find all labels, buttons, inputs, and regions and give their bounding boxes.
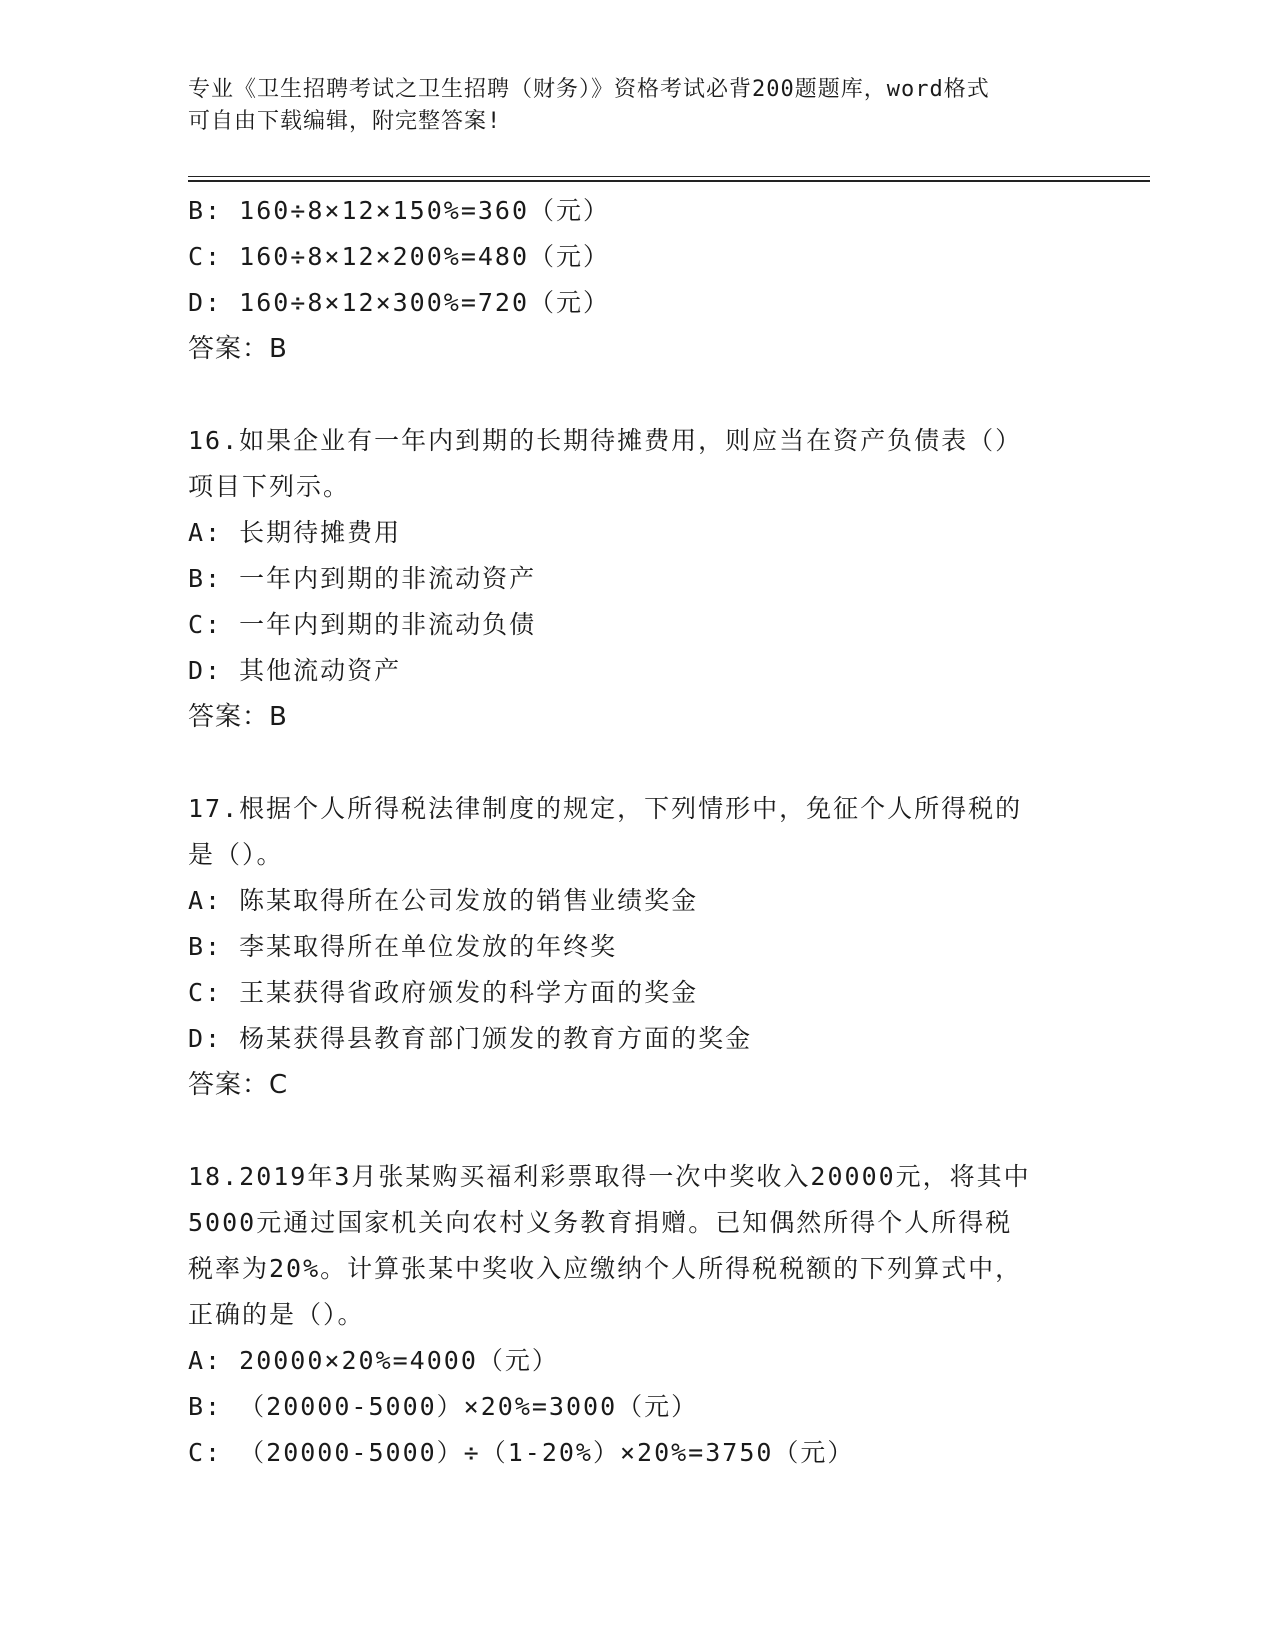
option-b: B: 160÷8×12×150%=360（元） (188, 196, 611, 225)
option-b: B: 李某取得所在单位发放的年终奖 (188, 932, 618, 961)
option-d: D: 杨某获得县教育部门颁发的教育方面的奖金 (188, 1024, 753, 1053)
question-stem: 18.2019年3月张某购买福利彩票取得一次中奖收入20000元，将其中 (188, 1162, 1031, 1191)
question-stem-continued: 项目下列示。 (188, 472, 351, 501)
option-c: C: 一年内到期的非流动负债 (188, 610, 537, 639)
answer-line: 答案：C (188, 1070, 289, 1100)
answer-line: 答案：B (188, 334, 288, 364)
question-16 (188, 418, 1088, 740)
answer-line: 答案：B (188, 702, 288, 732)
question-15-tail (188, 188, 1088, 372)
question-stem-continued: 5000元通过国家机关向农村义务教育捐赠。已知偶然所得个人所得税 (188, 1208, 1013, 1237)
option-a: A: 20000×20%=4000（元） (188, 1346, 559, 1375)
question-stem-continued: 税率为20%。计算张某中奖收入应缴纳个人所得税税额的下列算式中， (188, 1254, 1023, 1283)
question-stem-continued: 正确的是（）。 (188, 1300, 365, 1329)
question-stem: 16.如果企业有一年内到期的长期待摊费用，则应当在资产负债表（） (188, 426, 1023, 455)
header-line-2: 可自由下载编辑，附完整答案! (188, 109, 502, 134)
option-c: C: 王某获得省政府颁发的科学方面的奖金 (188, 978, 699, 1007)
option-c: C: （20000-5000）÷（1-20%）×20%=3750（元） (188, 1438, 855, 1467)
document-body (188, 188, 1088, 1476)
question-stem-continued: 是（）。 (188, 840, 284, 869)
option-a: A: 长期待摊费用 (188, 518, 402, 547)
question-17 (188, 786, 1088, 1108)
header-line-1: 专业《卫生招聘考试之卫生招聘（财务）》资格考试必背200题题库，word格式 (188, 77, 990, 102)
option-c: C: 160÷8×12×200%=480（元） (188, 242, 611, 271)
option-d: D: 160÷8×12×300%=720（元） (188, 288, 611, 317)
page-header (188, 74, 1068, 138)
option-d: D: 其他流动资产 (188, 656, 402, 685)
question-18 (188, 1154, 1088, 1476)
option-a: A: 陈某取得所在公司发放的销售业绩奖金 (188, 886, 699, 915)
header-divider-thick (188, 180, 1150, 182)
option-b: B: （20000-5000）×20%=3000（元） (188, 1392, 699, 1421)
header-divider (188, 176, 1150, 177)
option-b: B: 一年内到期的非流动资产 (188, 564, 537, 593)
question-stem: 17.根据个人所得税法律制度的规定，下列情形中，免征个人所得税的 (188, 794, 1023, 823)
